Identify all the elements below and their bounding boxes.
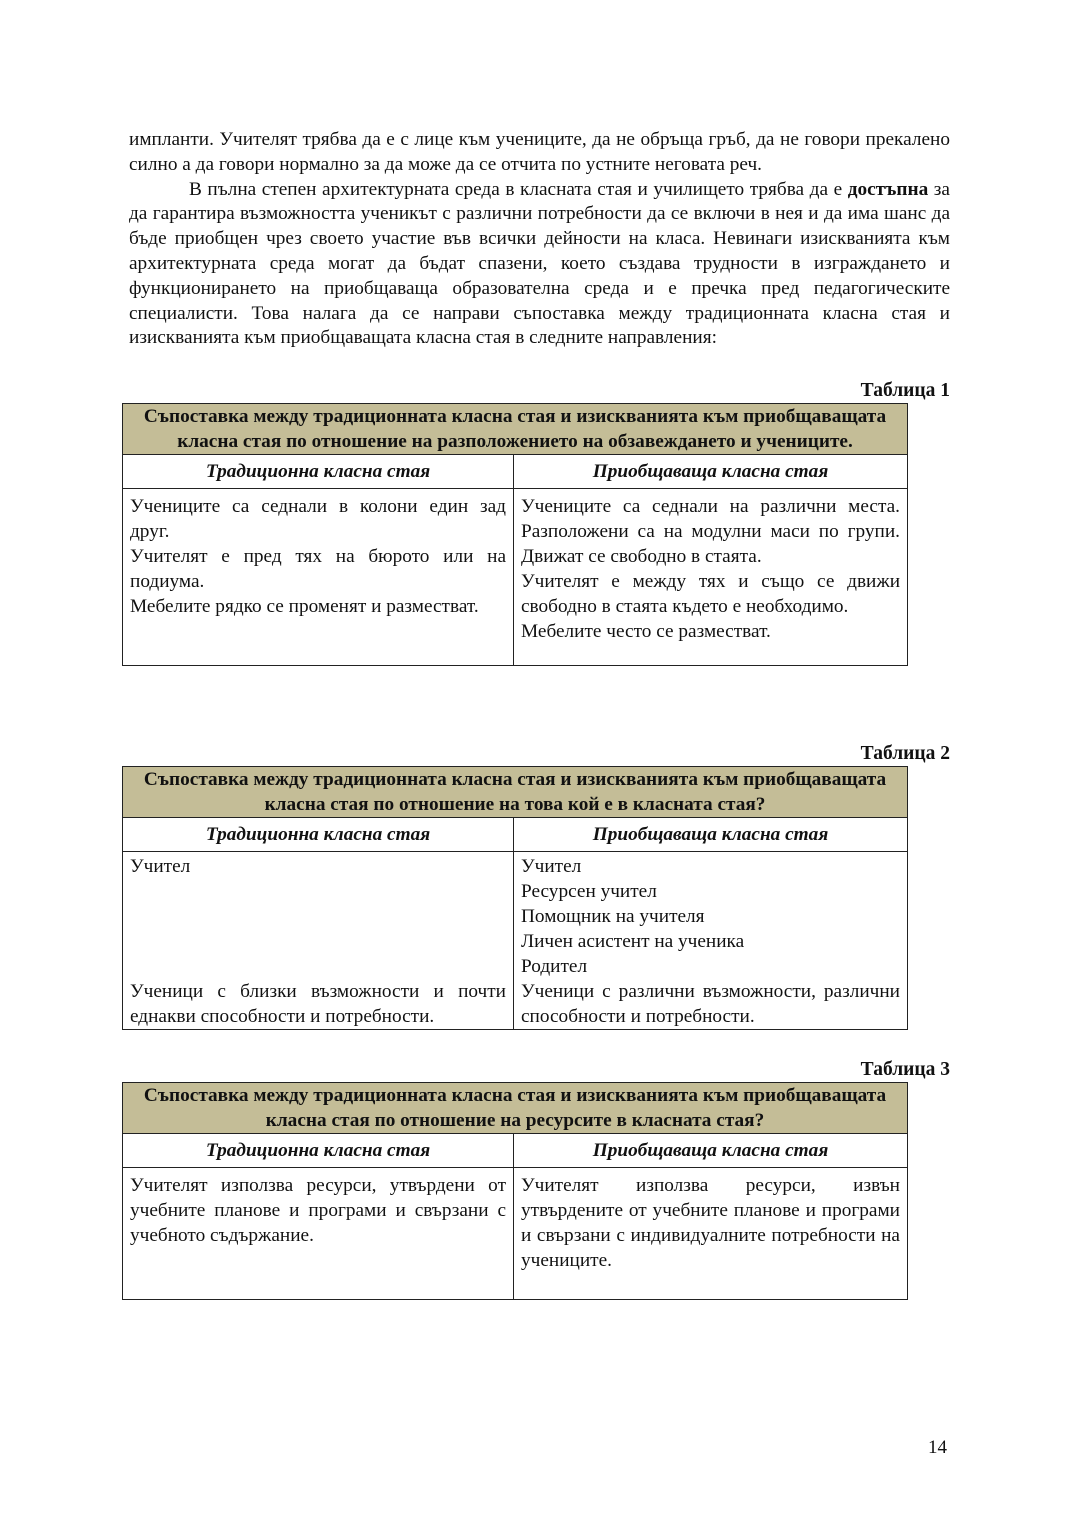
- list-item: Ученици с различни възможности, различни способности и потребности.: [521, 981, 900, 1027]
- list-item: Учениците са седнали на различни места. Разположени са на модулни маси по групи. Движат се свободно в стаята.: [521, 496, 901, 567]
- table-2-col-header-traditional: Традиционна класна стая: [123, 818, 514, 852]
- table-1-cell-traditional: [123, 489, 514, 666]
- paragraph-2: [129, 178, 950, 352]
- table-1: [122, 403, 908, 666]
- list-item: Мебелите рядко се променят и разместват.: [130, 596, 479, 617]
- list-item: Учениците са седнали в колони един зад друг.: [130, 496, 506, 542]
- list-item: Учителят е пред тях на бюрото или на подиума.: [130, 546, 506, 592]
- list-item: Ресурсен учител: [521, 881, 657, 902]
- spacer: [130, 879, 506, 979]
- paragraph-1: импланти. Учителят трябва да е с лице към учениците, да не обръща гръб, да не говори прекалено силно а да говори нормално за да може да се отчита по устните неговата реч.: [129, 129, 950, 175]
- table-3-cell-traditional: [123, 1168, 514, 1300]
- table-2-col-header-inclusive: Приобщаваща класна стая: [514, 818, 908, 852]
- list-item: Учител: [521, 856, 582, 877]
- table-3-col-header-traditional: Традиционна класна стая: [123, 1134, 514, 1168]
- list-item: Личен асистент на ученика: [521, 931, 745, 952]
- table-2-cell-traditional: [123, 852, 514, 1030]
- list-item: Мебелите често се разместват.: [521, 621, 771, 642]
- table-3-cell-inclusive: [514, 1168, 908, 1300]
- table-2-title: Съпоставка между традиционната класна стая и изискванията към приобщаващата класна стая по отношение на това кой е в класната стая?: [123, 767, 908, 818]
- list-item: Учителят използва ресурси, утвърдени от учебните планове и програми и свързани с учебното съдържание.: [130, 1175, 506, 1246]
- table-1-cell-inclusive: [514, 489, 908, 666]
- list-item: Родител: [521, 956, 588, 977]
- list-item: Помощник на учителя: [521, 906, 705, 927]
- paragraph-2-start: В пълна степен архитектурната среда в класната стая и училището трябва да е: [189, 178, 843, 200]
- table-3-title: Съпоставка между традиционната класна стая и изискванията към приобщаващата класна стая по отношение на ресурсите в класната стая?: [123, 1083, 908, 1134]
- list-item: Ученици с близки възможности и почти еднакви способности и потребности.: [130, 981, 506, 1027]
- paragraph-2-bold-term: достъпна: [847, 178, 929, 200]
- table-3: [122, 1082, 908, 1300]
- list-item: Учител: [130, 856, 191, 877]
- table-2-caption: Таблица 2: [860, 743, 950, 764]
- table-1-col-header-traditional: Традиционна класна стая: [123, 455, 514, 489]
- list-item: Учителят е между тях и също се движи свободно в стаята където е необходимо.: [521, 571, 901, 617]
- table-3-col-header-inclusive: Приобщаваща класна стая: [514, 1134, 908, 1168]
- list-item: Учителят използва ресурси, извън утвърдените от учебните планове и програми и свързани с индивидуалните потребности на учениците.: [521, 1175, 900, 1271]
- table-2: [122, 766, 908, 1030]
- table-2-cell-inclusive: [514, 852, 908, 1030]
- table-3-caption: Таблица 3: [860, 1059, 950, 1080]
- table-1-caption: Таблица 1: [860, 380, 950, 401]
- body-text: [129, 128, 950, 351]
- table-1-col-header-inclusive: Приобщаваща класна стая: [514, 455, 908, 489]
- page-number: 14: [928, 1437, 947, 1458]
- table-1-title: Съпоставка между традиционната класна стая и изискванията към приобщаващата класна стая по отношение на разположението на обзавеждането и учениците.: [123, 404, 908, 455]
- paragraph-2-rest: за да гарантира възможността ученикът с различни потребности да се включи в нея и да има шанс да бъде приобщен чрез своето участие във всички дейности на класа. Невинаги изискванията към архитектурната среда могат да бъдат спазени, което създава трудности в изграждането и функционирането на приобщаваща образователна среда и е пречка пред педагогическите специалисти. Това налага да се направи съпоставка между традиционната класна стая и изискванията към приобщаващата класна стая в следните направления:: [129, 178, 950, 349]
